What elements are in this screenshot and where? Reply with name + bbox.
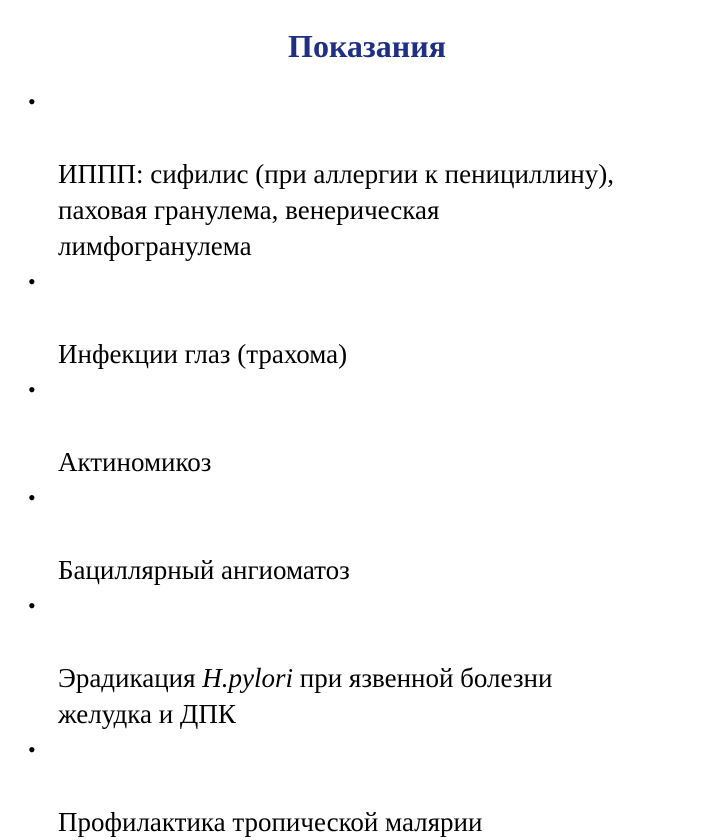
bullet-item-eye-infections — [28, 264, 718, 372]
bullet-text: Инфекции глаз (трахома) — [58, 339, 348, 369]
bullet-text: ИППП: сифилис (при аллергии к пенициллину), паховая гранулема, венерическая лимфогранулема — [58, 159, 614, 261]
bullet-text: Актиномикоз — [58, 447, 212, 477]
bullet-text-organism: H.pylori — [202, 663, 294, 693]
bullet-dot-icon: • — [28, 737, 36, 762]
bullet-dot-icon: • — [28, 377, 36, 402]
slide-title: Показания — [288, 28, 446, 64]
bullet-text-suffix: при язвенной болезни желудка и ДПК — [58, 663, 553, 729]
bullet-item-stis — [28, 84, 718, 264]
bullet-dot-icon: • — [28, 485, 36, 510]
bullet-item-h-pylori-eradication — [28, 588, 718, 732]
bullet-dot-icon: • — [28, 593, 36, 618]
bullet-list — [28, 84, 718, 840]
bullet-dot-icon: • — [28, 269, 36, 294]
bullet-item-bacillary-angiomatosis — [28, 480, 718, 588]
bullet-text: Бациллярный ангиоматоз — [58, 555, 350, 585]
bullet-text-prefix: Эрадикация — [58, 663, 203, 693]
bullet-item-actinomycosis — [28, 372, 718, 480]
bullet-text: Профилактика тропической малярии — [58, 807, 483, 837]
bullet-dot-icon: • — [28, 89, 36, 114]
bullet-item-malaria-prophylaxis — [28, 732, 718, 840]
